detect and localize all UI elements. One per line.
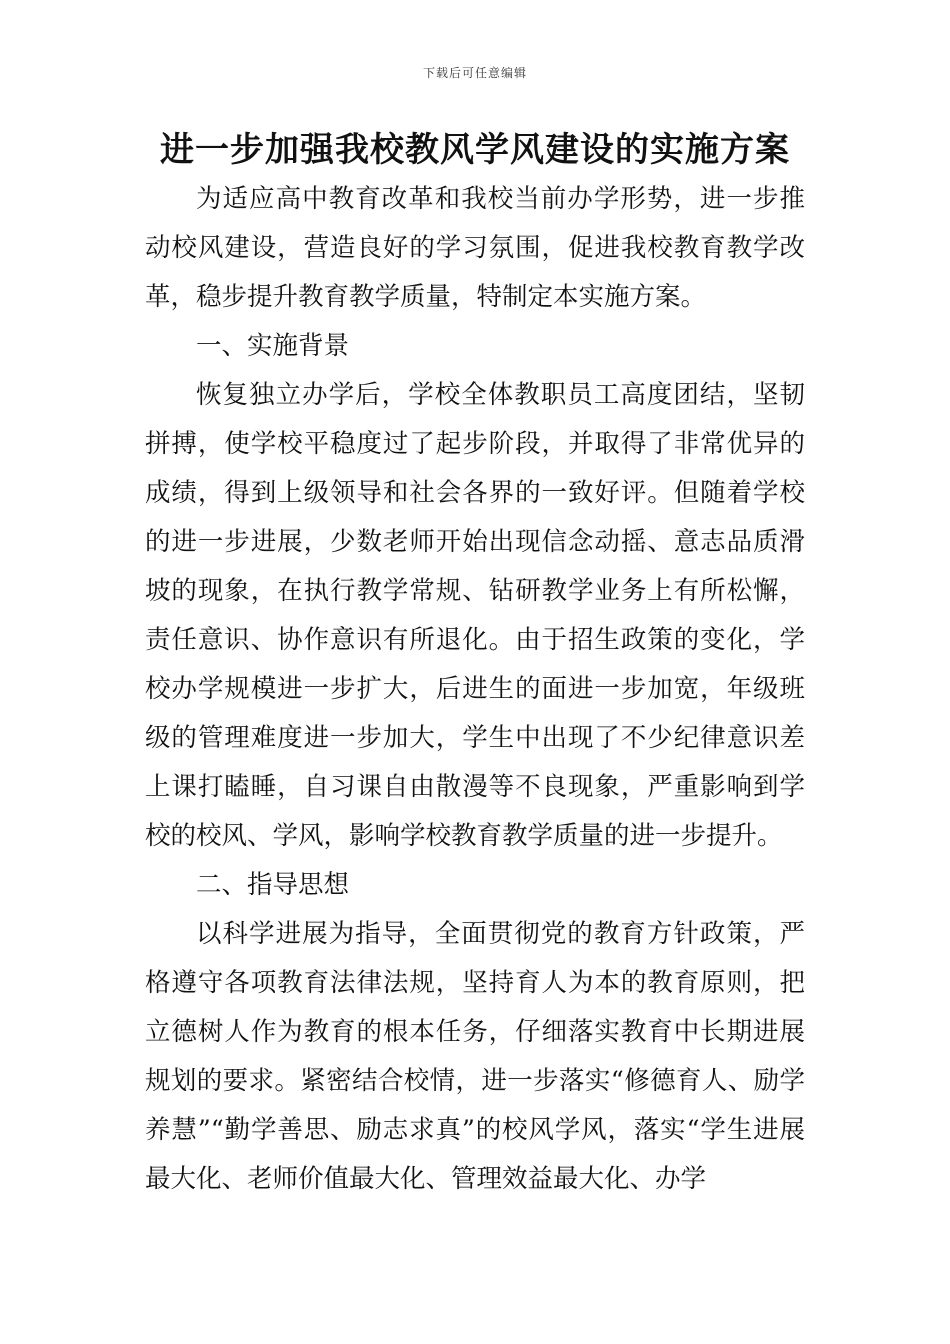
section-heading-guiding-ideology: 二、指导思想: [196, 870, 350, 900]
guiding-ideology-paragraph: 以科学进展为指导，全面贯彻党的教育方针政策，严格遵守各项教育法律法规，坚持育人为本的教育原则，把立德树人作为教育的根本任务，仔细落实教育中长期进展规划的要求。紧密结合校情，进一步落实“修德育人、励学养慧”“勤学善思、励志求真”的校风学风，落实“学生进展最大化、老师价值最大化、管理效益最大化、办学: [145, 919, 805, 1194]
document-body: [145, 175, 805, 1204]
header-note: 下载后可任意编辑: [422, 66, 527, 80]
section-heading-background: 一、实施背景: [196, 331, 350, 361]
background-paragraph: 恢复独立办学后，学校全体教职员工高度团结，坚韧拼搏，使学校平稳度过了起步阶段，并取得了非常优异的成绩，得到上级领导和社会各界的一致好评。但随着学校的进一步进展，少数老师开始出现信念动摇、意志品质滑坡的现象，在执行教学常规、钻研教学业务上有所松懈，责任意识、协作意识有所退化。由于招生政策的变化，学校办学规模进一步扩大，后进生的面进一步加宽，年级班级的管理难度进一步加大，学生中出现了不少纪律意识差上课打瞌睡，自习课自由散漫等不良现象，严重影响到学校的校风、学风，影响学校教育教学质量的进一步提升。: [145, 380, 805, 851]
document-title: 进一步加强我校教风学风建设的实施方案: [160, 130, 790, 170]
intro-paragraph: 为适应高中教育改革和我校当前办学形势，进一步推动校风建设，营造良好的学习氛围，促进我校教育教学改革，稳步提升教育教学质量，特制定本实施方案。: [145, 184, 805, 312]
